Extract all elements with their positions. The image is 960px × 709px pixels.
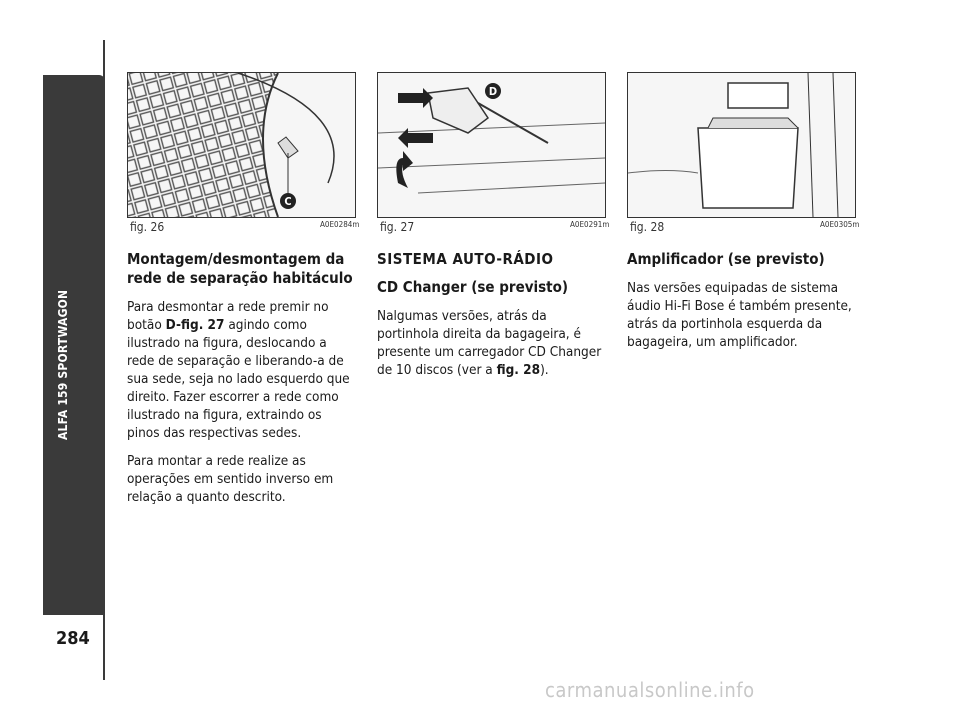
column-3	[627, 250, 857, 361]
page-number: 284	[56, 628, 90, 649]
figure-reference: fig. 28	[496, 362, 541, 378]
figure-26	[127, 72, 356, 218]
figure-28	[627, 72, 856, 218]
section-title-cd-changer: CD Changer (se previsto)	[377, 278, 569, 296]
figure-reference: D-fig. 27	[165, 317, 225, 333]
figure-27-code: A0E0291m	[570, 220, 610, 229]
sidebar	[43, 75, 105, 615]
section-title-amplificador: Amplificador (se previsto)	[627, 250, 825, 268]
marker-c: C	[284, 195, 292, 208]
figure-27-illustration	[378, 73, 605, 217]
figure-26-caption: fig. 26	[130, 220, 165, 234]
figure-28-illustration	[628, 73, 855, 217]
figure-26-code: A0E0284m	[320, 220, 360, 229]
sidebar-brand: ALFA 159 SPORTWAGON	[56, 289, 70, 440]
figure-27-caption: fig. 27	[380, 220, 415, 234]
paragraph-desmontar: Para desmontar a rede premir no botão D-fig. 27 agindo como ilustrado na figura, deslocando a rede de separação e liberando-a de sua sede, seja no lado esquerdo que direito. Fazer escorrer a rede como ilustrado na figura, extraindo os pinos das respectivas sedes.	[127, 299, 350, 441]
paragraph-amplificador: Nas versões equipadas de sistema áudio Hi-Fi Bose é também presente, atrás da portinhola esquerda da bagageira, um amplificador.	[627, 280, 852, 350]
paragraph-montar: Para montar a rede realize as operações em sentido inverso em relação a quanto descrito.	[127, 453, 334, 505]
figure-28-code: A0E0305m	[820, 220, 860, 229]
paragraph-cd-changer: Nalgumas versões, atrás da portinhola direita da bagageira, é presente um carregador CD Changer de 10 discos (ver a fig. 28).	[377, 308, 602, 378]
section-heading-auto-radio: SISTEMA AUTO-RÁDIO	[377, 250, 554, 268]
figure-28-caption: fig. 28	[630, 220, 665, 234]
watermark: carmanualsonline.info	[545, 678, 755, 702]
marker-d: D	[488, 85, 498, 98]
column-2	[377, 250, 607, 389]
section-title-rede: Montagem/desmontagem da rede de separação habitáculo	[127, 250, 353, 287]
figure-27	[377, 72, 606, 218]
column-1	[127, 250, 357, 516]
figure-26-illustration	[128, 73, 355, 217]
